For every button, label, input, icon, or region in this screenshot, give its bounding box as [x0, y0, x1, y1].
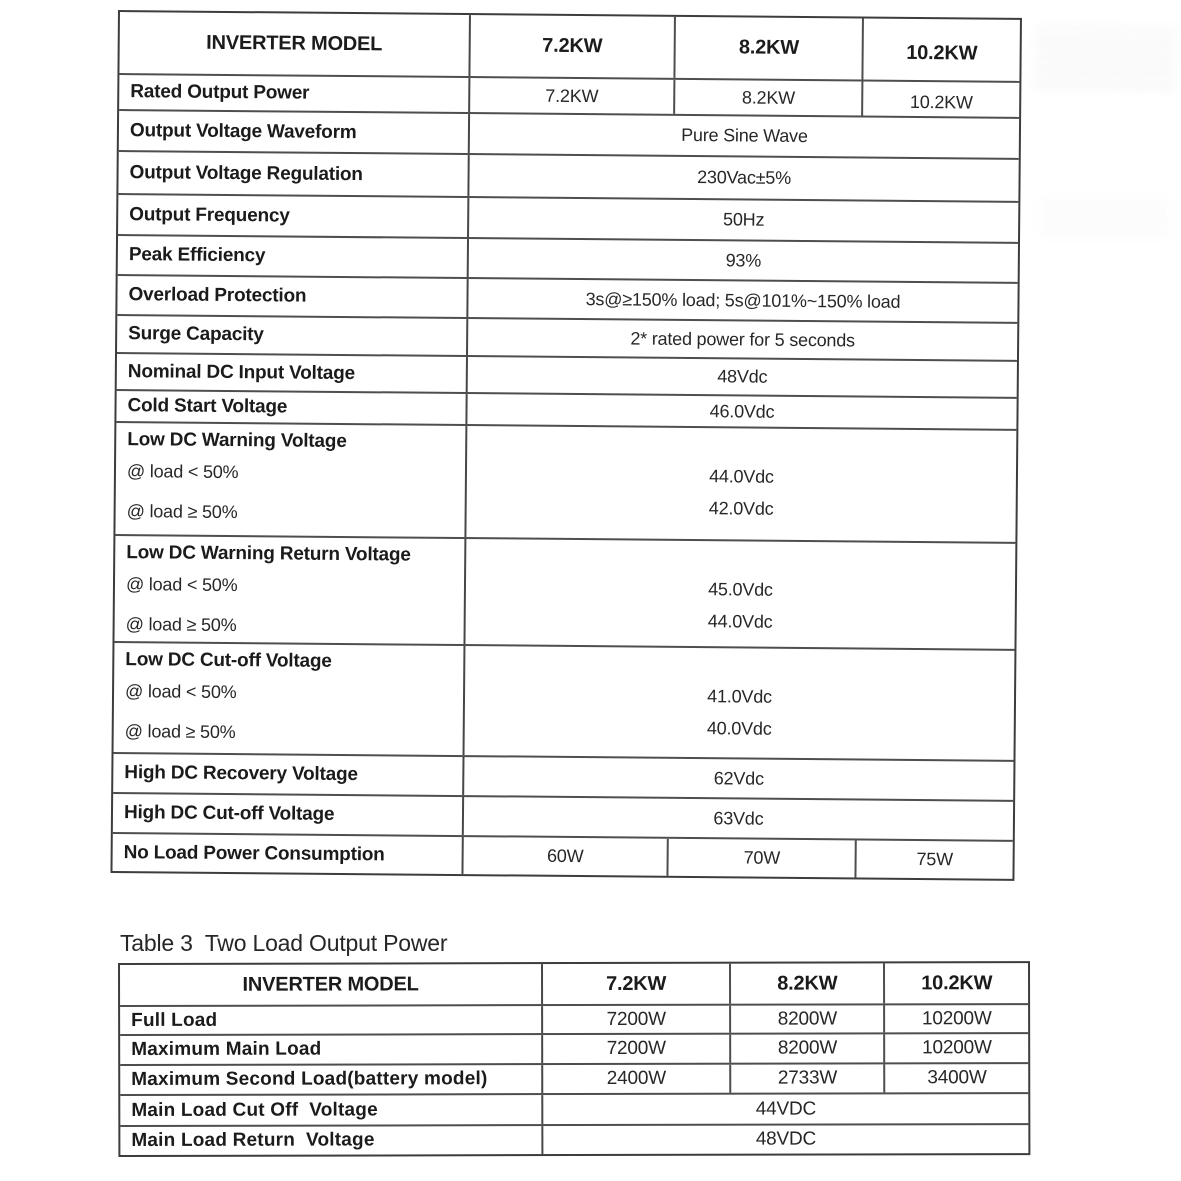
cell-value-2: 44.0Vdc [707, 611, 773, 632]
row-sublabel-1: @ load < 50% [125, 574, 238, 596]
inverter-spec-table [110, 10, 1021, 881]
row-sublabel-1: @ load < 50% [126, 461, 239, 483]
cell-value: 230Vac±5% [697, 167, 792, 188]
two-load-output-power-table [118, 961, 1030, 1157]
spec-row-low-dc-warning-return-voltage [114, 534, 1015, 649]
header-model-8-2kw: 8.2KW [676, 17, 865, 80]
row-label-group [114, 643, 466, 755]
cell-value: 2733W [731, 1064, 885, 1092]
row-label: Low DC Cut-off Voltage [125, 649, 332, 672]
header-model-7-2kw: 7.2KW [543, 964, 731, 1004]
cell-value: 7200W [543, 1035, 731, 1063]
cell-value: 2* rated power for 5 seconds [630, 327, 856, 350]
row-label: Low DC Warning Return Voltage [126, 542, 411, 566]
row-label: High DC Recovery Voltage [113, 754, 464, 795]
row-label: Rated Output Power [119, 75, 470, 112]
cell-value: 48Vdc [717, 366, 768, 387]
spec-row-overload-protection [117, 274, 1017, 322]
cell-value: 3s@≥150% load; 5s@101%~150% load [585, 288, 901, 312]
cell-value-group [465, 646, 1015, 760]
header-model-10-2kw: 10.2KW [906, 41, 978, 65]
row-label: High DC Cut-off Voltage [113, 794, 464, 835]
cell-value: 10.2KW [909, 91, 973, 113]
spec-row-surge-capacity [117, 314, 1017, 360]
spec-row-output-voltage-regulation [118, 150, 1018, 201]
spec-row-output-voltage-waveform [119, 109, 1019, 158]
row-label: Nominal DC Input Voltage [117, 354, 468, 392]
header-model-7-2kw: 7.2KW [470, 15, 676, 78]
row-label: Maximum Second Load(battery model) [120, 1065, 543, 1094]
row-label-group [115, 423, 467, 537]
header-inverter-model: INVERTER MODEL [119, 12, 471, 76]
cell-value: 8200W [731, 1005, 885, 1032]
row-label: Output Voltage Regulation [118, 152, 469, 196]
spec-row-main-load-cut-off-voltage [120, 1092, 1028, 1125]
cell-value: 60W [463, 837, 669, 876]
row-label-group [114, 536, 466, 644]
spec-row-output-frequency [118, 193, 1018, 242]
spec-row-nominal-dc-input-voltage [117, 352, 1017, 397]
table3-caption: Table 3 Two Load Output Power [120, 930, 448, 956]
cell-value: 7.2KW [470, 78, 675, 114]
spec-row-maximum-second-load [120, 1062, 1028, 1094]
cell-value-1: 44.0Vdc [709, 466, 774, 487]
row-label: Full Load [120, 1006, 543, 1034]
row-label: Maximum Main Load [120, 1035, 543, 1064]
row-label: Output Frequency [118, 195, 469, 237]
cell-value: Pure Sine Wave [681, 124, 808, 147]
row-label: Output Voltage Waveform [119, 111, 470, 153]
spec-row-low-dc-cut-off-voltage [114, 641, 1015, 760]
cell-value: 50Hz [722, 209, 765, 230]
spec-row-high-dc-cut-off-voltage [113, 792, 1013, 840]
cell-value-1: 41.0Vdc [707, 686, 772, 707]
row-sublabel-2: @ load ≥ 50% [124, 721, 236, 743]
row-label: Peak Efficiency [118, 236, 469, 277]
table-header-row [120, 963, 1028, 1005]
header-model-8-2kw: 8.2KW [731, 963, 885, 1003]
cell-value: 3400W [927, 1067, 987, 1089]
row-sublabel-2: @ load ≥ 50% [125, 614, 237, 636]
cell-value: 62Vdc [713, 767, 764, 789]
cell-value-2: 40.0Vdc [706, 718, 772, 739]
row-label: Overload Protection [117, 276, 468, 317]
cell-value-group [465, 539, 1015, 649]
row-sublabel-2: @ load ≥ 50% [126, 501, 238, 523]
row-label: Low DC Warning Voltage [127, 429, 347, 453]
row-label: Main Load Return Voltage [120, 1126, 543, 1155]
cell-value: 63Vdc [713, 807, 764, 829]
header-model-10-2kw: 10.2KW [921, 971, 993, 994]
cell-value: 8200W [731, 1034, 885, 1062]
cell-value: 48VDC [755, 1128, 817, 1150]
cell-value: 75W [916, 849, 954, 870]
spec-row-full-load [120, 1003, 1028, 1034]
row-label: Cold Start Voltage [116, 391, 467, 424]
cell-value: 2400W [543, 1065, 731, 1093]
cell-value-2: 42.0Vdc [708, 498, 774, 519]
cell-value: 44VDC [755, 1098, 817, 1120]
cell-value: 7200W [543, 1006, 731, 1033]
cell-value: 8.2KW [675, 80, 863, 116]
table-header-row [119, 12, 1019, 81]
row-sublabel-1: @ load < 50% [124, 681, 237, 703]
cell-value: 70W [669, 839, 857, 878]
spec-row-maximum-main-load [120, 1032, 1028, 1064]
cell-value: 46.0Vdc [709, 400, 775, 422]
scan-artifact [1034, 27, 1175, 89]
cell-value: 93% [725, 249, 762, 271]
cell-value: 10200W [922, 1037, 992, 1059]
cell-value: 10200W [922, 1007, 992, 1029]
cell-value-1: 45.0Vdc [708, 579, 773, 600]
header-inverter-model: INVERTER MODEL [120, 964, 543, 1005]
row-label: No Load Power Consumption [112, 834, 463, 874]
row-label: Main Load Cut Off Voltage [120, 1095, 543, 1125]
row-label: Surge Capacity [117, 316, 468, 355]
scan-artifact [1040, 195, 1170, 235]
spec-row-high-dc-recovery-voltage [113, 752, 1013, 800]
cell-value-group [466, 426, 1016, 542]
spec-row-low-dc-warning-voltage [115, 421, 1016, 542]
spec-row-no-load-power-consumption [112, 832, 1012, 879]
spec-row-peak-efficiency [118, 234, 1018, 282]
spec-row-main-load-return-voltage [120, 1123, 1028, 1155]
